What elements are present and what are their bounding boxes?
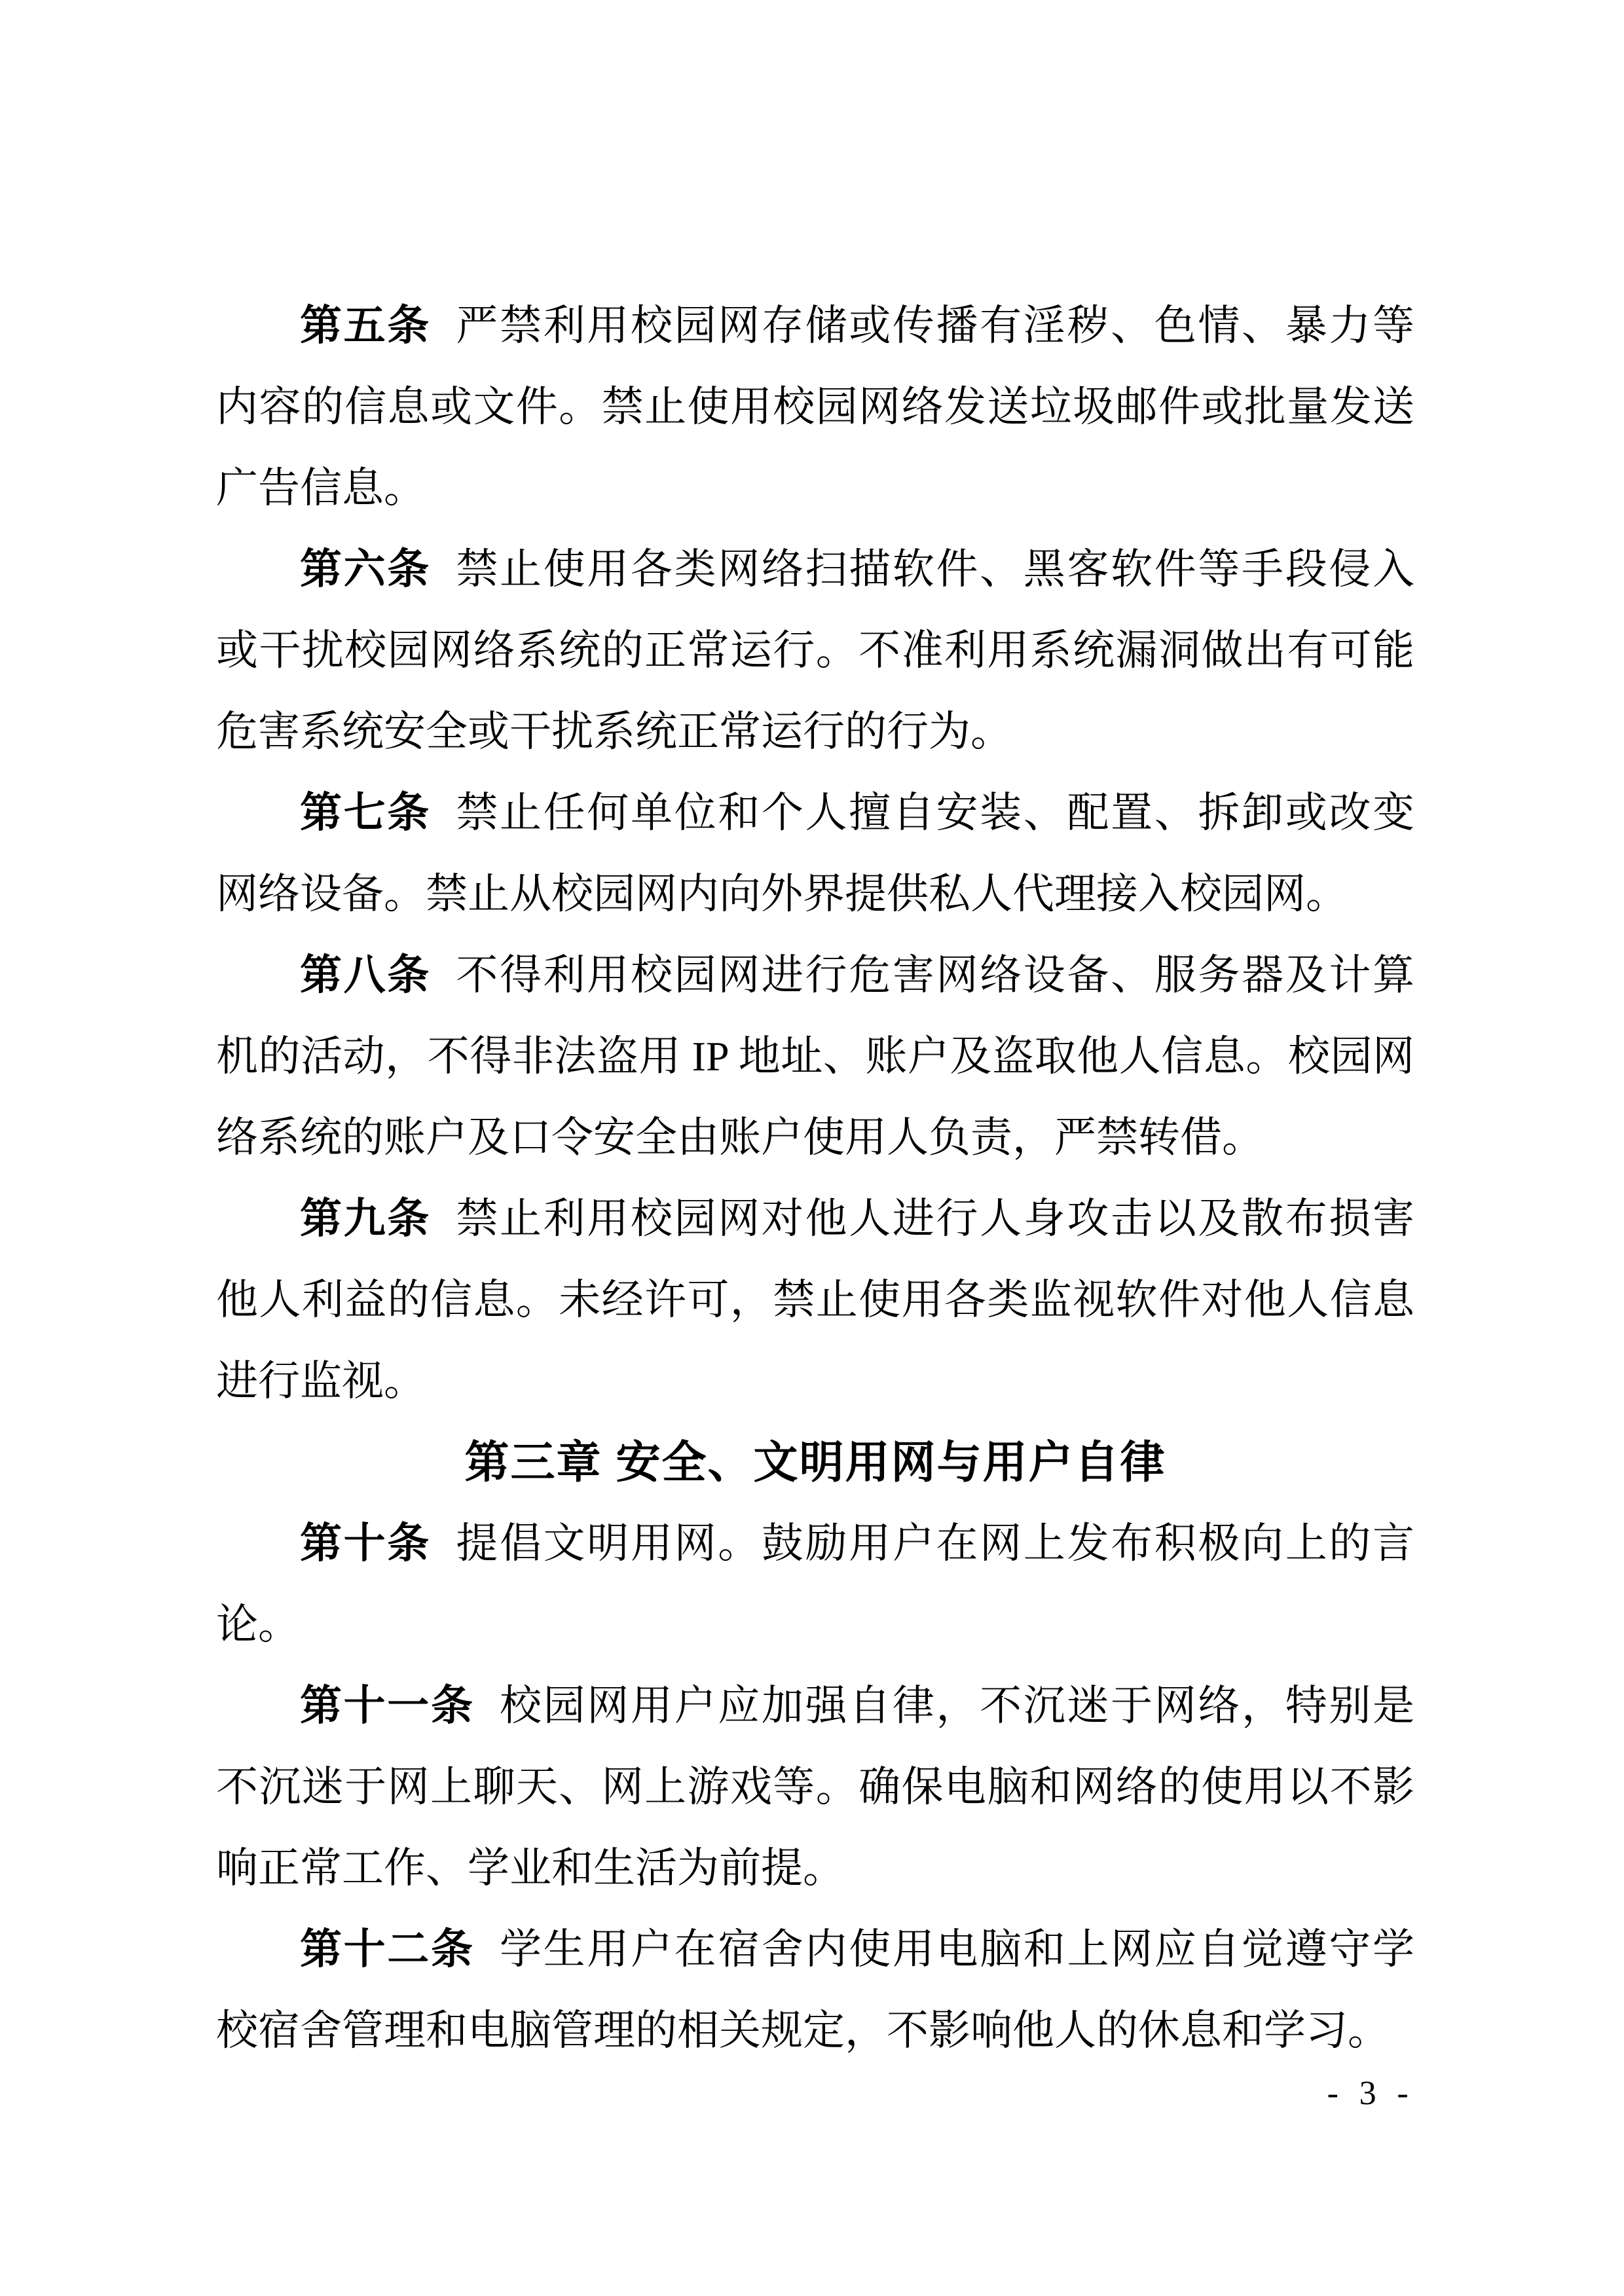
article-number: 第八条 bbox=[300, 952, 431, 998]
article-text: 提倡文明用网。鼓励用户在网上发布积极向上的言论。 bbox=[216, 1520, 1414, 1648]
article-number: 第六条 bbox=[300, 546, 431, 592]
article-number: 第五条 bbox=[300, 302, 431, 349]
article-text: 禁止使用各类网络扫描软件、黑客软件等手段侵入或干扰校园网络系统的正常运行。不准利用系统漏洞做出有可能危害系统安全或干扰系统正常运行的行为。 bbox=[216, 546, 1414, 755]
article-text: 学生用户在宿舍内使用电脑和上网应自觉遵守学校宿舍管理和电脑管理的相关规定，不影响他人的休息和学习。 bbox=[216, 1926, 1415, 2054]
article-text: 不得利用校园网进行危害网络设备、服务器及计算机的活动，不得非法盗用 IP 地址、账户及盗取他人信息。校园网络系统的账户及口令安全由账户使用人负责，严禁转借。 bbox=[216, 952, 1414, 1161]
article-number: 第十二条 bbox=[300, 1926, 475, 1973]
chapter-heading: 第三章 安全、文明用网与用户自律 bbox=[464, 1438, 1166, 1487]
page-number: - 3 - bbox=[1327, 2075, 1414, 2112]
article-paragraph bbox=[216, 285, 1414, 529]
article-paragraph bbox=[216, 1909, 1414, 2071]
article-text: 严禁利用校园网存储或传播有淫秽、色情、暴力等内容的信息或文件。禁止使用校园网络发送垃圾邮件或批量发送广告信息。 bbox=[216, 302, 1414, 511]
article-paragraph bbox=[216, 1503, 1414, 1666]
article-text: 校园网用户应加强自律，不沉迷于网络，特别是不沉迷于网上聊天、网上游戏等。确保电脑和网络的使用以不影响正常工作、学业和生活为前提。 bbox=[216, 1683, 1415, 1891]
document-body bbox=[216, 285, 1414, 2071]
article-number: 第七条 bbox=[300, 790, 431, 836]
article-paragraph bbox=[216, 1666, 1414, 1909]
article-text: 禁止利用校园网对他人进行人身攻击以及散布损害他人利益的信息。未经许可，禁止使用各类监视软件对他人信息进行监视。 bbox=[216, 1195, 1414, 1404]
article-number: 第十一条 bbox=[300, 1683, 475, 1729]
article-paragraph bbox=[216, 935, 1414, 1178]
article-number: 第九条 bbox=[300, 1195, 431, 1242]
article-number: 第十条 bbox=[300, 1520, 431, 1567]
article-paragraph bbox=[216, 773, 1414, 935]
article-paragraph bbox=[216, 1178, 1414, 1422]
article-text: 禁止任何单位和个人擅自安装、配置、拆卸或改变网络设备。禁止从校园网内向外界提供私人代理接入校园网。 bbox=[216, 790, 1414, 917]
article-paragraph bbox=[216, 529, 1414, 773]
